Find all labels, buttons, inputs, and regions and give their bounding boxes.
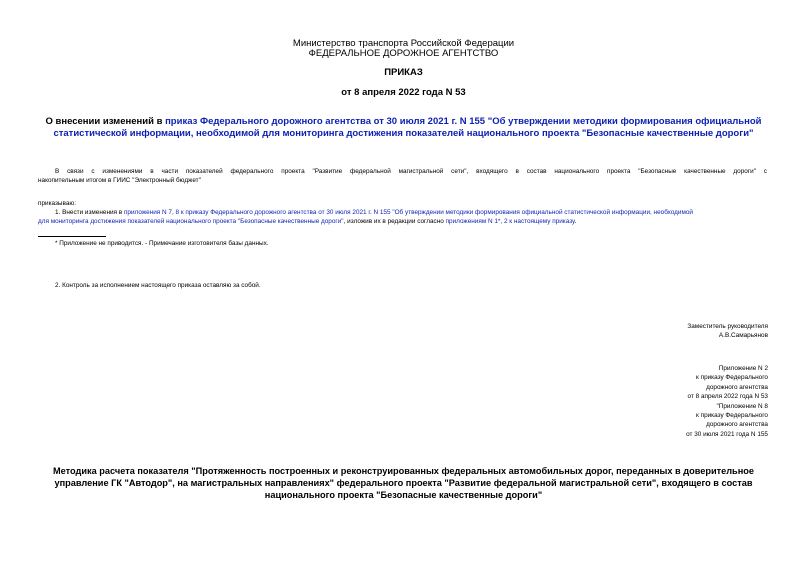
order-word: приказываю: <box>38 200 76 207</box>
ministry-name: Министерство транспорта Российской Федерации <box>292 38 515 49</box>
footnote-divider <box>38 236 106 237</box>
appendix-line: Приложение N 2 <box>718 365 768 372</box>
intro-line-1: В связи с изменениями в части показателей федерального проекта "Развитие федеральной магистральной сети", входящего в состав национального проекта "Безопасные качественные дороги" с <box>55 168 767 175</box>
agency-name: ФЕДЕРАЛЬНОЕ ДОРОЖНОЕ АГЕНТСТВО <box>308 48 499 59</box>
document-title-line2 <box>0 128 807 140</box>
document-date-number: от 8 апреля 2022 года N 53 <box>341 87 466 98</box>
appendix-line: дорожного агентства <box>706 421 768 429</box>
methodology-title-line-3: национального проекта "Безопасные качественные дороги" <box>264 490 543 500</box>
signer-name: А.В.Самарьянов <box>718 332 768 340</box>
intro-line-2: накопительным итогом в ГИИС "Электронный бюджет" <box>38 177 201 184</box>
title-order-link[interactable]: приказ Федерального дорожного агентства от 30 июля 2021 г. N 155 "Об утверждении методики формирования официальной <box>165 116 762 127</box>
appendix-line: от 30 июля 2021 года N 155 <box>686 430 768 438</box>
appendix-reference <box>468 364 768 439</box>
footnote: * Приложение не приводится. - Примечание изготовителя базы данных. <box>55 240 269 247</box>
item-1-appendix-link-cont[interactable]: для мониторинга достижения показателей национального проекта "Безопасные качественные дороги" <box>38 218 344 225</box>
item-2: 2. Контроль за исполнением настоящего приказа оставляю за собой. <box>55 282 261 289</box>
appendix-line: дорожного агентства <box>706 383 768 391</box>
signer-position: Заместитель руководителя <box>687 323 768 330</box>
methodology-title-line-1: Методика расчета показателя "Протяженность построенных и реконструированных федеральных автомобильных дорог, переданных в доверительное <box>53 466 754 476</box>
item-1-end: . <box>574 218 577 225</box>
methodology-title-line-2: управление ГК "Автодор", на магистральных направлениях" федерального проекта "Развитие федеральной магистральной сети", входящего в состав <box>54 478 753 488</box>
appendix-line: к приказу Федерального <box>696 412 768 420</box>
signature-block <box>468 322 768 341</box>
item-1-appendix-link[interactable]: приложения N 7, 8 к приказу Федерального дорожного агентства от 30 июля 2021 г. N 155 "Об утверждении методики формирования официальной статистической информации, необходимой <box>123 209 693 216</box>
item-1-line-2 <box>38 217 767 226</box>
document-title <box>0 116 807 128</box>
title-order-link-cont[interactable]: статистической информации, необходимой для мониторинга достижения показателей национального проекта "Безопасные качественные дороги" <box>53 128 754 139</box>
title-prefix: О внесении изменений в <box>45 116 166 127</box>
appendix-line: от 8 апреля 2022 года N 53 <box>687 393 768 401</box>
item-1-prefix: 1. Внести изменения в <box>55 209 124 216</box>
item-1-middle: , изложив их в редакции согласно <box>343 218 446 225</box>
document-type: ПРИКАЗ <box>384 67 423 78</box>
item-1-annex-link[interactable]: приложениям N 1*, 2 к настоящему приказу <box>445 218 575 225</box>
item-1-line-1 <box>55 208 767 217</box>
appendix-line: "Приложение N 8 <box>716 402 768 410</box>
appendix-line: к приказу Федерального <box>696 374 768 382</box>
